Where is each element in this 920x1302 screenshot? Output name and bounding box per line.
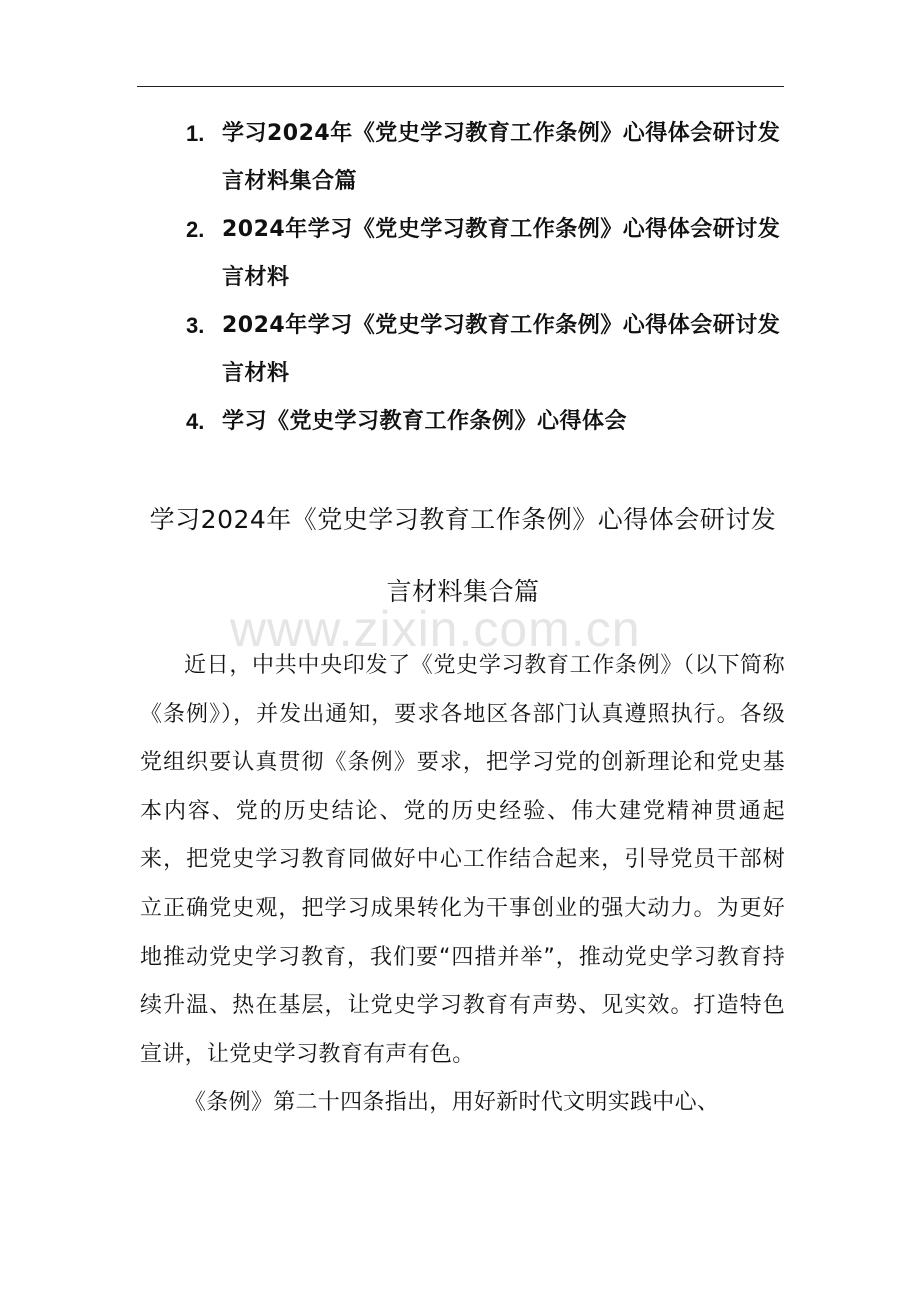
toc-item[interactable] bbox=[186, 206, 796, 302]
document-body bbox=[140, 642, 785, 1128]
toc-item-text: 学习《党史学习教育工作条例》心得体会 bbox=[222, 409, 628, 434]
toc-item-number: 4. bbox=[186, 409, 205, 434]
toc-item-text: 学习2024年《党史学习教育工作条例》心得体会研讨发言材料集合篇 bbox=[222, 121, 781, 194]
toc-item[interactable] bbox=[186, 302, 796, 398]
toc-item-number: 2. bbox=[186, 217, 205, 242]
toc-item-number: 3. bbox=[186, 313, 205, 338]
toc-item[interactable] bbox=[186, 110, 796, 206]
body-paragraph: 近日，中共中央印发了《党史学习教育工作条例》（以下简称《条例》），并发出通知，要求各地区各部门认真遵照执行。各级党组织要认真贯彻《条例》要求，把学习党的创新理论和党史基本内容、党的历史结论、党的历史经验、伟大建党精神贯通起来，把党史学习教育同做好中心工作结合起来，引导党员干部树立正确党史观，把学习成果转化为干事创业的强大动力。为更好地推动党史学习教育，我们要“四措并举”，推动党史学习教育持续升温、热在基层，让党史学习教育有声势、见实效。打造特色宣讲，让党史学习教育有声有色。 bbox=[140, 653, 785, 1067]
toc-item-text: 2024年学习《党史学习教育工作条例》心得体会研讨发言材料 bbox=[222, 217, 781, 290]
toc-item-number: 1. bbox=[186, 121, 205, 146]
toc-item-text: 2024年学习《党史学习教育工作条例》心得体会研讨发言材料 bbox=[222, 313, 781, 386]
document-title: 学习2024年《党史学习教育工作条例》心得体会研讨发言材料集合篇 bbox=[149, 505, 777, 606]
watermark: www.zixin.com.cn bbox=[230, 601, 641, 657]
toc-item[interactable] bbox=[186, 398, 796, 446]
body-paragraph: 《条例》第二十四条指出，用好新时代文明实践中心、 bbox=[184, 1090, 720, 1116]
table-of-contents bbox=[186, 110, 796, 446]
header-rule bbox=[137, 86, 784, 87]
